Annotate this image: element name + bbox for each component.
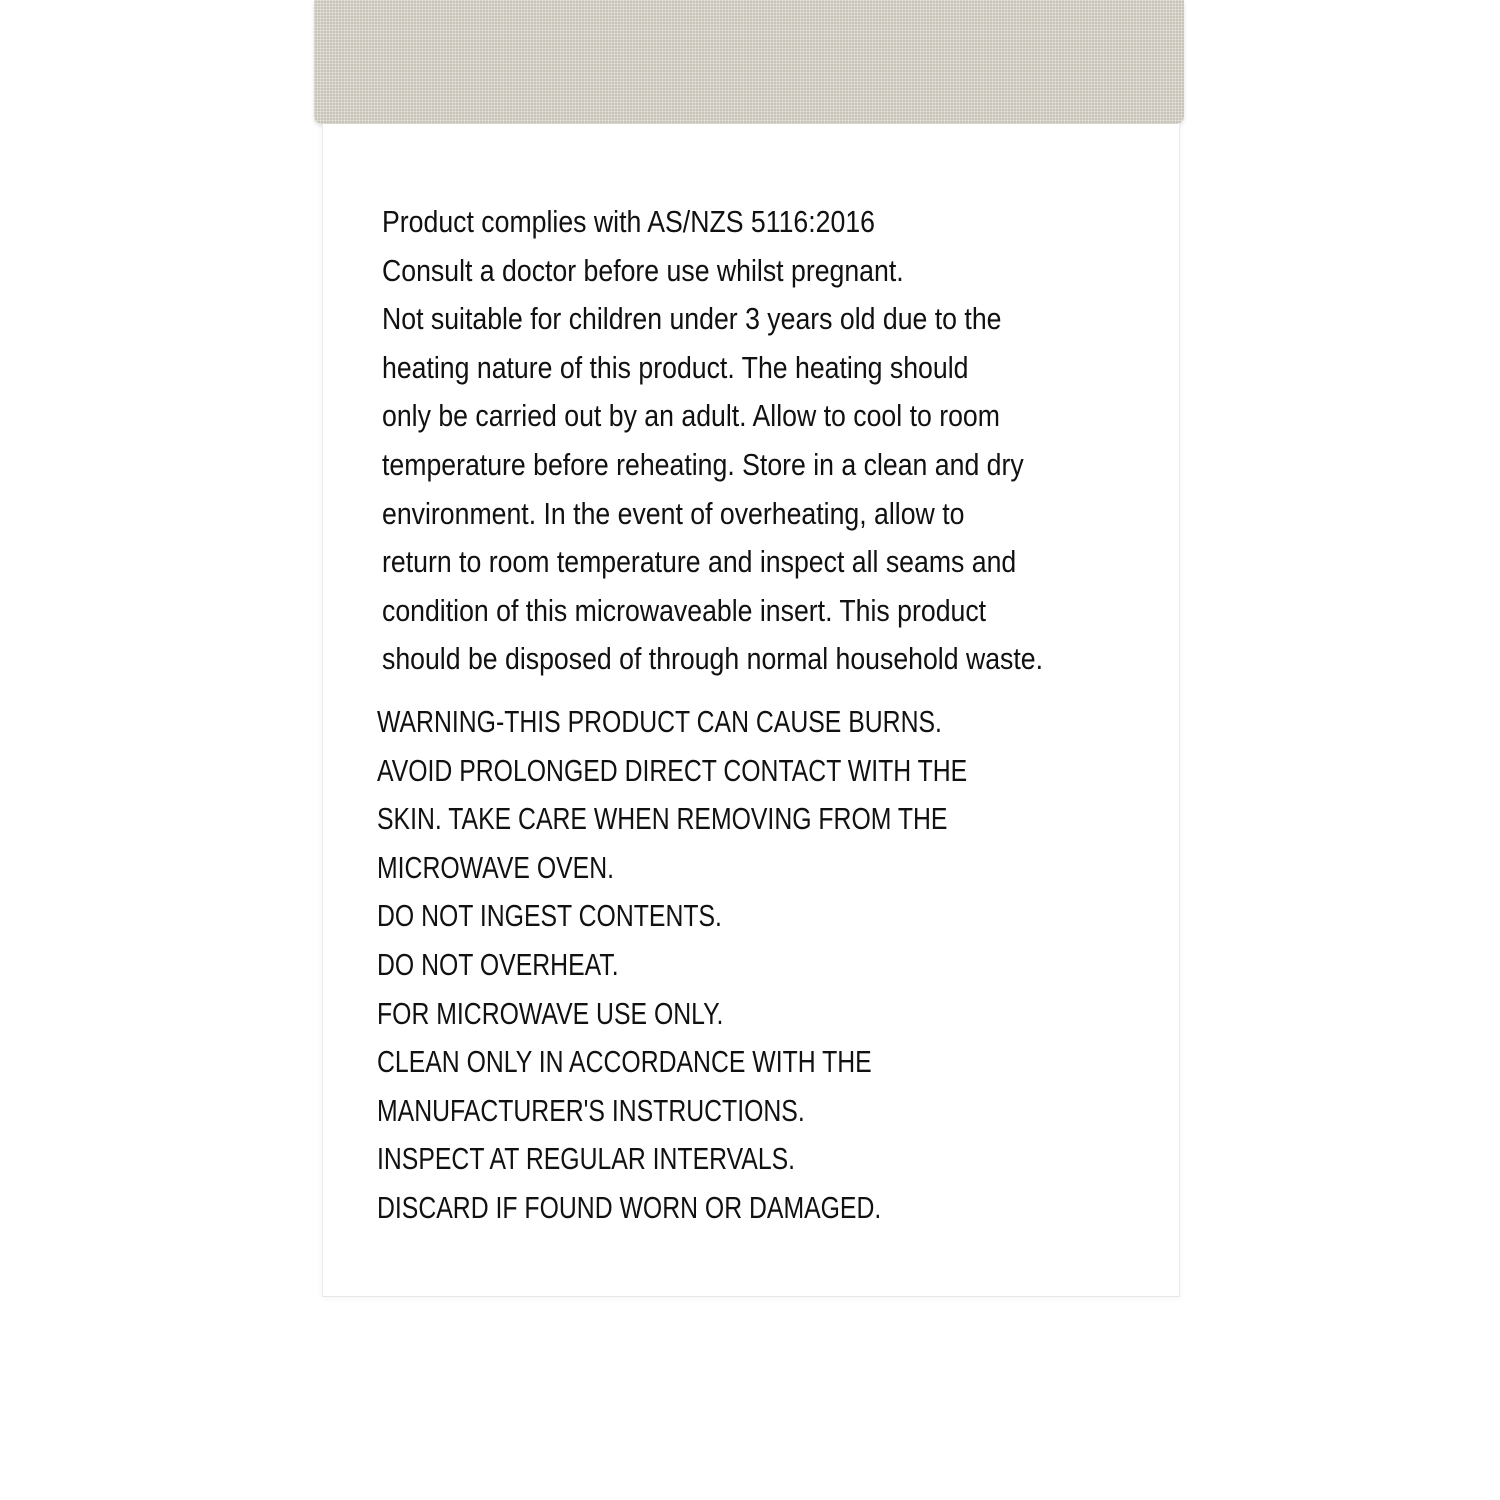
paragraph-line: condition of this microwaveable insert. This product: [382, 592, 987, 628]
paragraph-line: Not suitable for children under 3 years old due to the: [382, 301, 1002, 337]
warning-block: [377, 698, 967, 1233]
warning-line: DO NOT OVERHEAT.: [377, 946, 619, 982]
paragraph-line: should be disposed of through normal household waste.: [382, 641, 1044, 677]
paragraph-line: Consult a doctor before use whilst pregnant.: [382, 252, 904, 288]
warning-line: FOR MICROWAVE USE ONLY.: [377, 995, 724, 1031]
warning-line: MICROWAVE OVEN.: [377, 849, 614, 885]
paragraph-line: heating nature of this product. The heating should: [382, 349, 969, 385]
paragraph-line: temperature before reheating. Store in a clean and dry: [382, 446, 1024, 482]
warning-line: CLEAN ONLY IN ACCORDANCE WITH THE: [377, 1044, 872, 1080]
warning-line: MANUFACTURER'S INSTRUCTIONS.: [377, 1092, 805, 1128]
paragraph-line: environment. In the event of overheating, allow to: [382, 495, 965, 531]
paragraph-line: return to room temperature and inspect all seams and: [382, 544, 1017, 580]
warning-line: SKIN. TAKE CARE WHEN REMOVING FROM THE: [377, 801, 948, 837]
fabric-strip: [314, 0, 1184, 124]
warning-line: WARNING-THIS PRODUCT CAN CAUSE BURNS.: [377, 704, 942, 739]
paragraph-line: Product complies with AS/NZS 5116:2016: [382, 204, 875, 239]
warning-line: AVOID PROLONGED DIRECT CONTACT WITH THE: [377, 752, 968, 788]
warning-line: DO NOT INGEST CONTENTS.: [377, 898, 722, 934]
label-paragraph: [382, 198, 1043, 684]
warning-line: DISCARD IF FOUND WORN OR DAMAGED.: [377, 1189, 882, 1225]
paragraph-line: only be carried out by an adult. Allow to cool to room: [382, 398, 1000, 434]
warning-line: INSPECT AT REGULAR INTERVALS.: [377, 1141, 796, 1177]
